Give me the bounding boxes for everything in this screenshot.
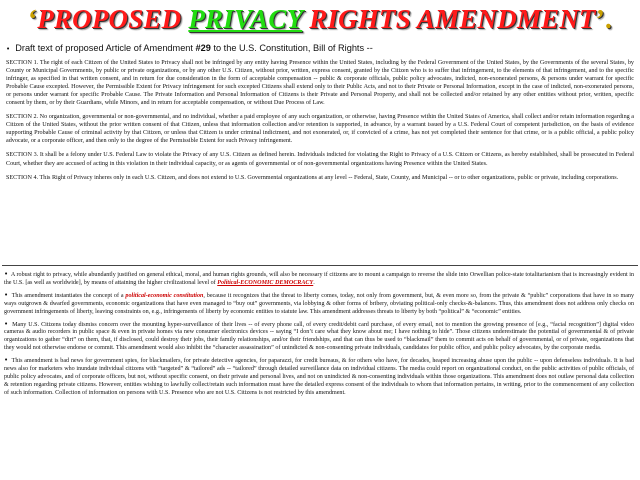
bullet-1-end: . (313, 279, 315, 286)
bullet-1-text: A robust right to privacy, while abundantly justified on general ethical, moral, and human rights grounds, will also be necessary if citizens are to mount a campaign to reverse the slide into Orwellian police-state totalitarianism that is increasingly evident in the U.S. [as well as worldwide], by means of attaining the higher civilizational level of (4, 272, 634, 286)
title-quote-close: ’. (595, 4, 612, 34)
commentary-bullets (4, 271, 634, 402)
title-word-privacy: PRIVACY (188, 4, 303, 34)
bullet-2-emphasis: political-economic constitution (125, 292, 204, 299)
title-word-rights: RIGHTS (309, 4, 411, 34)
page-title (0, 2, 640, 36)
subtitle-text-before: Draft text of proposed Article of Amendment (15, 43, 193, 53)
title-quote-open: ‘ (28, 4, 38, 34)
bullet-2-start: This amendment instantiates the concept of a (11, 292, 124, 299)
bullet-2-dot: • (4, 290, 9, 299)
bullet-3 (4, 321, 634, 354)
section-2: SECTION 2. No organization, governmental or non-governmental, and no individual, whether a paid employee of any such organization, or otherwise, having Presence within the United States of America, shall collect and/or retain information regarding a Citizen of the United States, without the prior written consent of that Citizen, unless that information collection and/or retention is supported, in advance, by a warrant issued by a U.S. Federal Court of competent jurisdiction, on the basis of evidence supporting Probable Cause of criminal activity by that Citizen, or unless that Citizen is under criminal indictment, and not exonerated, or, if convicted of a crime, has not yet completed their sentence for that crime, or is a public official, a public policy advocate, or a corporate officer, and then only to the degree of the Permissible Extent for such Privacy infringement. (6, 114, 634, 145)
section-3: SECTION 3. It shall be a felony under U.S. Federal Law to violate the Privacy of any U.S. Citizen as defined herein. Individuals indicted for violating the Right to Privacy of a U.S. Citizen or Citizens, as hereby established, shall be prosecuted in Federal Court, whether they are accused of acting in this violation in their individual capacity, or as agents of governmental or of non-governmental organizations having Presence within the United States. (6, 152, 634, 167)
title-word-amendment: AMENDMENT (416, 4, 596, 34)
bullet-4-dot: • (4, 356, 9, 365)
bullet-2-text: , because it recognizes that the threat to liberty comes, today, not only from government, but, & even more so, from the private & “public” corporations that have in so many ways outgrown & dwarfed governments, economic organizations that have even managed to “buy out” governments, via lobbying & other forms of bribery, obviating political-only checks-&-balances. Thus, this amendment does not address only checks on government infringements of liberty, leaving constraints on, e.g., infringements of liberty by economic entities to statute law. This amendment addresses threats to liberty by both “political” & “economic” entities. (4, 292, 635, 315)
subtitle-text-after: to the U.S. Constitution, Bill of Rights -- (213, 43, 373, 53)
bullet-4 (4, 357, 634, 398)
subtitle-bullet: • (6, 45, 11, 53)
bullet-1 (4, 271, 634, 288)
subtitle (6, 42, 636, 55)
bullet-4-text: This amendment is bad news for government spies, for blackmailers, for private detective agencies, for paparazzi, for credit bureaus, & for others who have, for decades, heaped increasing abuse upon the public -- upon defenseless individuals. It is bad news also for marketers who inundate individual citizens with “targeted” & “tailored” ads -- “tailored” through detailed surveillance data on individual citizens. The media could report on organizational conduct, on the public activities of public officials, of public policy advocates, and of corporate officers, but not, without specific consent, on their private and personal lives, and not on unindicted & non-consenting individuals within those organizations. This amendment does not outlaw personal data collection & retention regarding private citizens. However, entities wishing to lawfully collect/retain such information must have the detailed express consent of the individuals to whom that information pertains, in writing, prior to the commencement of any collection of such information. Collection of information on persons with U.S. Presence who are not U.S. Citizens is not restricted by this amendment. (4, 358, 635, 396)
bullet-2 (4, 292, 634, 317)
section-divider (2, 265, 638, 266)
section-1: SECTION 1. The right of each Citizen of the United States to Privacy shall not be infringed by any entity having Presence within the United States, including by the Federal Government of the United States, by the Governments of the several States, by County or Municipal Governments, by public or private organizations, or by any other U.S. Citizen, without prior, written, express consent, granted by the Citizen who is to suffer that infringement, to the elements of that infringement, and to the specific infringer, as specified in that written consent, and in return for due consideration in the form of acceptable compensation -- public & corporate officials, public policy advocates, indicted, non-exonerated persons, & persons under warrant for specific Probable Cause excepted. However, the Permissible Extent for Privacy infringement for such excepted Citizens shall extend only to their Public Acts, and not to their Private or Personal Information, except in the case of indicted, non-exonerated persons, or persons under warrant for specific Probable Cause. The Private Information and Personal Information of Citizens is their Private and Personal Property, and shall not be collected and/or retained by any other entities without prior, written, specific consent by them, or by their Guardians, while Minors, and in return for acceptable compensation, or without Due Process of Law. (6, 60, 634, 107)
bullet-1-dot: • (4, 270, 9, 278)
bullet-1-emphasis: Political-ECONOMIC DEMOCRACY (217, 279, 314, 286)
amendment-sections (6, 59, 634, 188)
bullet-3-dot: • (4, 319, 9, 328)
amendment-number: #29 (195, 43, 211, 53)
title-word-proposed: PROPOSED (37, 4, 182, 34)
bullet-3-text: Many U.S. Citizens today dismiss concern over the mounting hyper-surveillance of their lives -- of every phone call, of every credit/debit card purchase, of every email, not to mention the growing presence of [e.g., “facial recognition”] digital video cameras & audio recorders in public space & even in private homes via new consumer electronics devices -- saying “I don’t care what they know about me; I have nothing to hide”. Those citizens underestimate the potential of governmental & of private organizations to gather “dirt” on them, that, if disclosed, could destroy their jobs, their family relationships, and/or their friendships, and that can thus be used to “blackmail” them to commit acts on behalf of governmental, or of private, organizations that they would not otherwise endorse or commit. This amendment would also inhibit the “character assassination” of unindicted & non-consenting private individuals, candidates for public office, and public policy advocates, by the corporate media. (4, 321, 635, 352)
section-4: SECTION 4. This Right of Privacy inheres only in each U.S. Citizen, and does not extend to U.S. Governmental organizations at any level -- Federal, State, County, and Municipal -- or to other organizations, public or private, including corporations. (6, 174, 619, 181)
